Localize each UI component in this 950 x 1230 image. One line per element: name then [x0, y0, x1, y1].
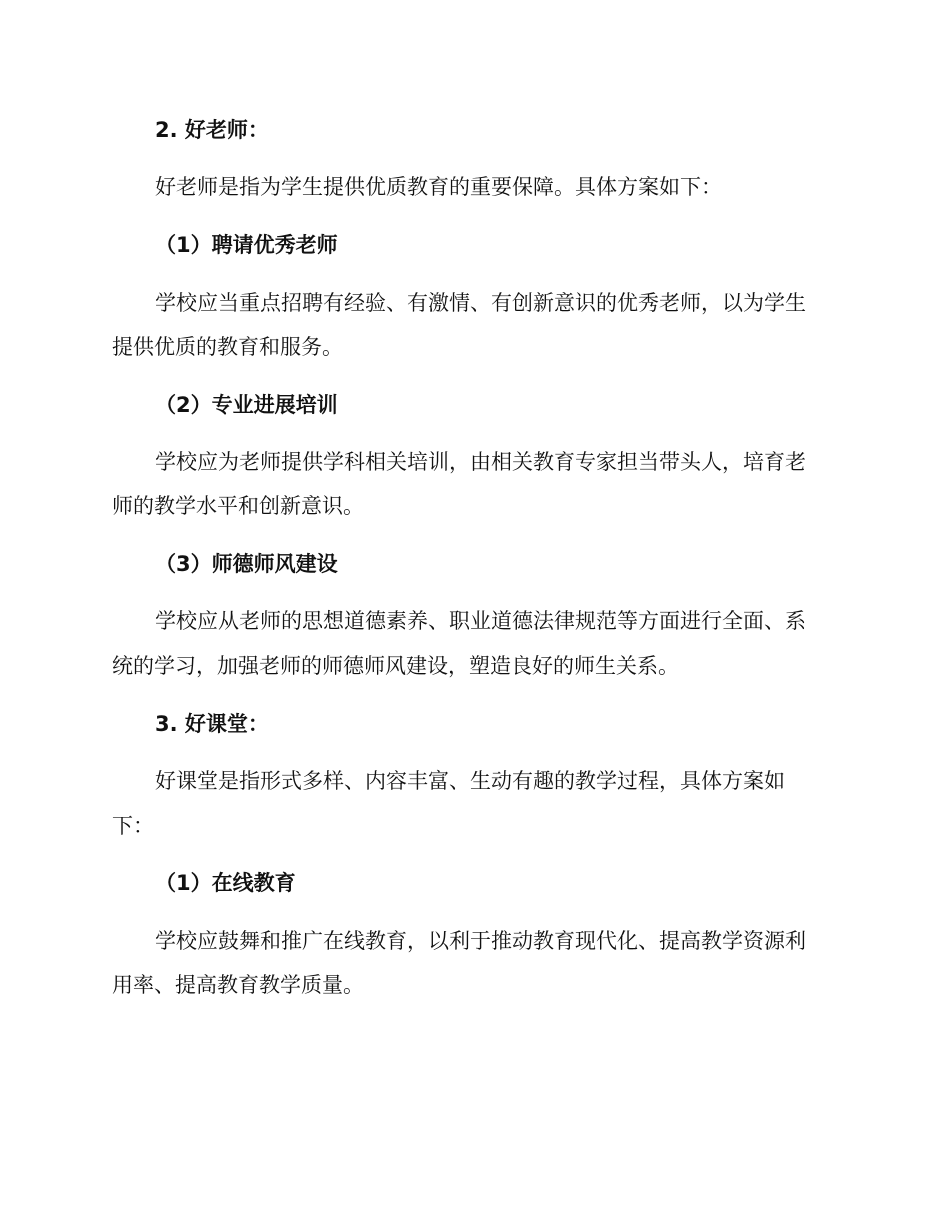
item-text-line: 统的学习，加强老师的师德师风建设，塑造良好的师生关系。 — [112, 654, 679, 678]
section-heading-teacher: 2. 好老师： — [155, 118, 269, 142]
item-text-line: 用率、提高教育教学质量。 — [112, 973, 364, 997]
item-text-line: 师的教学水平和创新意识。 — [112, 494, 364, 518]
item-text-line: 学校应鼓舞和推广在线教育，以利于推动教育现代化、提高教学资源利 — [155, 929, 806, 953]
item-title-ethics: （3）师德师风建设 — [155, 552, 338, 576]
item-text-line: 学校应当重点招聘有经验、有激情、有创新意识的优秀老师，以为学生 — [155, 291, 806, 315]
item-text-line: 提供优质的教育和服务。 — [112, 335, 343, 359]
item-title-online-education: （1）在线教育 — [155, 871, 296, 895]
item-text-line: 学校应从老师的思想道德素养、职业道德法律规范等方面进行全面、系 — [155, 609, 806, 633]
section-intro-classroom-cont: 下： — [112, 814, 154, 838]
section-intro-classroom: 好课堂是指形式多样、内容丰富、生动有趣的教学过程，具体方案如 — [155, 769, 785, 793]
item-title-training: （2）专业进展培训 — [155, 393, 338, 417]
section-heading-classroom: 3. 好课堂： — [155, 712, 269, 736]
item-title-hire-teachers: （1）聘请优秀老师 — [155, 233, 338, 257]
section-intro-teacher: 好老师是指为学生提供优质教育的重要保障。具体方案如下： — [155, 175, 722, 199]
item-text-line: 学校应为老师提供学科相关培训，由相关教育专家担当带头人，培育老 — [155, 450, 806, 474]
